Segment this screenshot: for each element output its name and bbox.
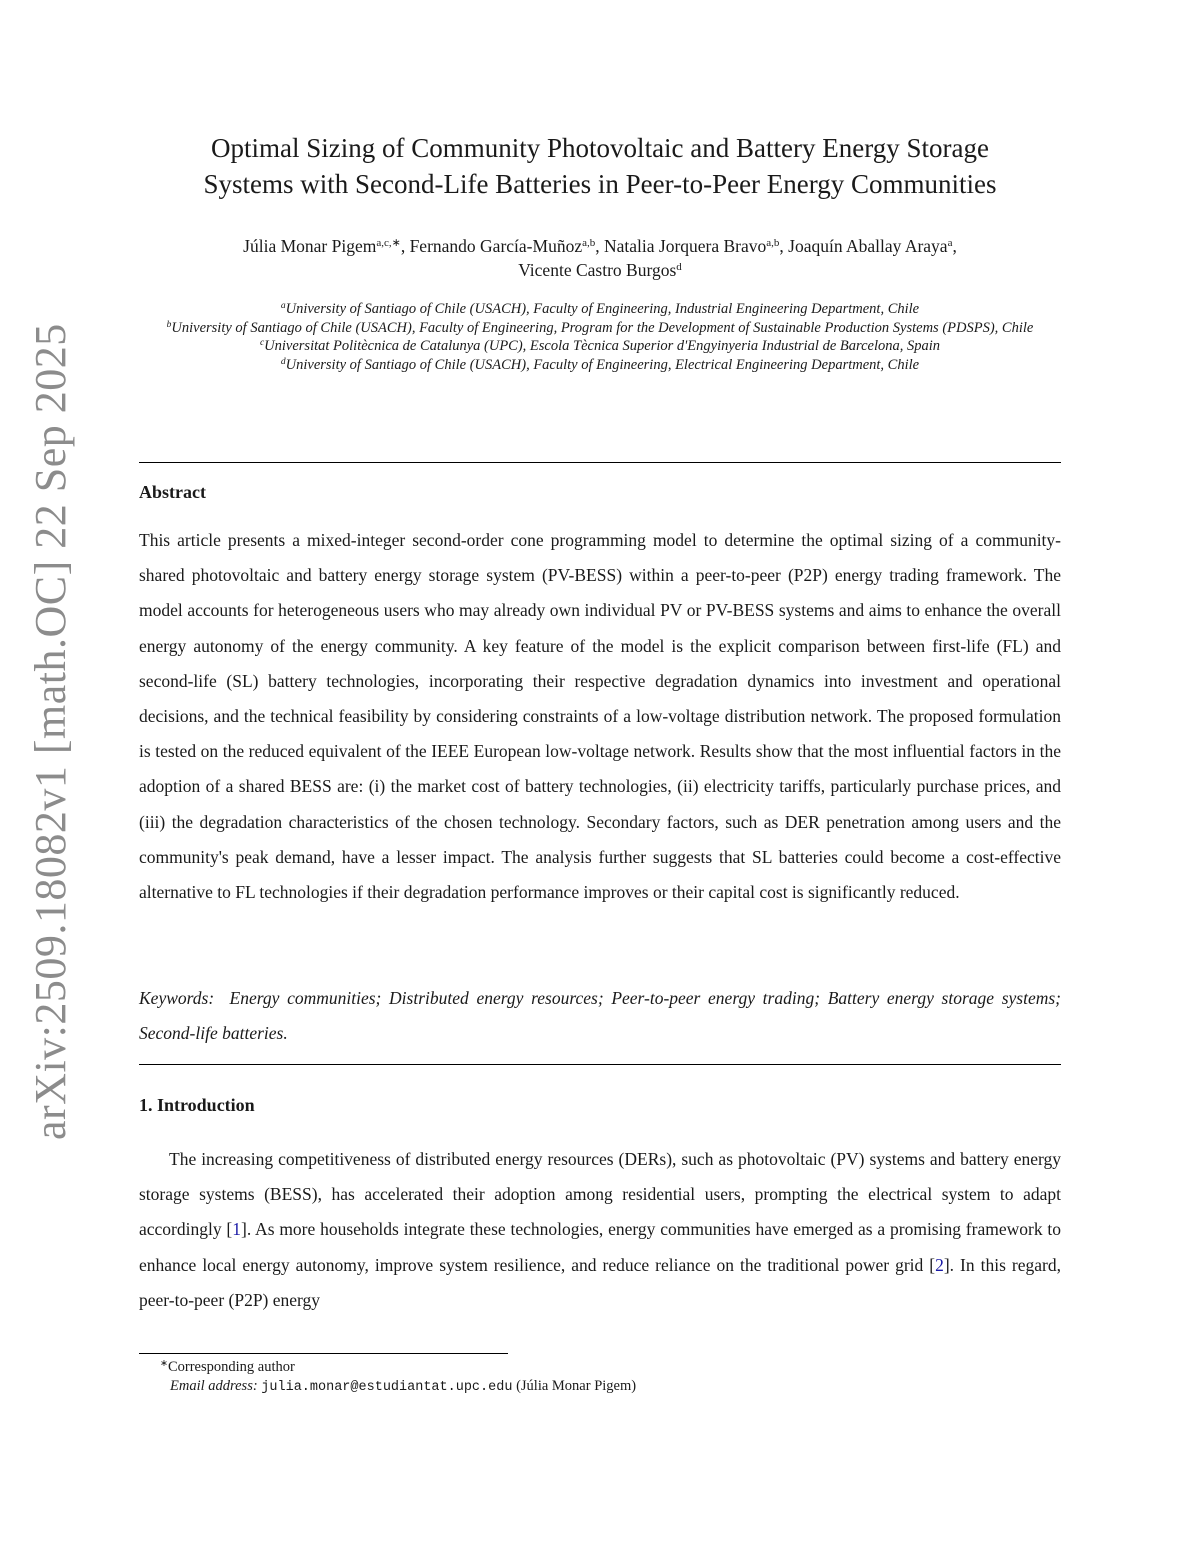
abstract-body: This article presents a mixed-integer second-order cone programming model to determine the optimal sizing of a community-shared photovoltaic and battery energy storage system (PV-BESS) within a peer-to-peer (P2P) energy trading framework. The model accounts for heterogeneous users who may already own individual PV or PV-BESS systems and aims to enhance the overall energy autonomy of the energy community. A key feature of the model is the explicit comparison between first-life (FL) and second-life (SL) battery technologies, incorporating their respective degradation dynamics into investment and operational decisions, and the technical feasibility by considering constraints of a low-voltage distribution network. The proposed formulation is tested on the reduced equivalent of the IEEE European low-voltage network. Results show that the most influential factors in the adoption of a shared BESS are: (i) the market cost of battery technologies, (ii) electricity tariffs, particularly purchase prices, and (iii) the degradation characteristics of the chosen technology. Secondary factors, such as DER penetration among users and the community's peak demand, have a lesser impact. The analysis further suggests that SL batteries could become a cost-effective alternative to FL technologies if their degradation performance improves or their capital cost is significantly reduced. (139, 530, 1061, 903)
footnote-rule (139, 1353, 508, 1354)
citation-link[interactable]: 1 (232, 1219, 241, 1240)
introduction-paragraph: The increasing competitiveness of distributed energy resources (DERs), such as photovoltaic (PV) systems and battery energy storage systems (BESS), has accelerated their adoption among residential users, prompting the electrical system to adapt accordingly [1]. As more households integrate these technologies, energy communities have emerged as a promising framework to enhance local energy autonomy, improve system resilience, and reduce reliance on the traditional power grid [2]. In this regard, peer-to-peer (P2P) energy (139, 1149, 1061, 1310)
author: Natalia Jorquera Bravo$^{a,b}$, (603, 236, 789, 256)
abstract-heading: Abstract (139, 482, 206, 502)
affiliation: $^c$Universitat Politècnica de Catalunya (UPC), Escola Tècnica Superior d'Engyinyeria Industrial de Barcelona, Spain (259, 338, 941, 354)
title-line-1: Optimal Sizing of Community Photovoltaic and Battery Energy Storage (211, 133, 989, 163)
footnote-email: Email address: julia.monar@estudiantat.upc.edu (Júlia Monar Pigem) (170, 1378, 637, 1395)
arxiv-side-stamp: arXiv:2509.18082v1 [math.OC] 22 Sep 2025 (26, 323, 75, 1140)
abstract-bottom-rule (139, 1064, 1061, 1065)
author: Júlia Monar Pigem$^{a,c,∗}$, (243, 236, 410, 256)
citation-link[interactable]: 2 (935, 1254, 944, 1275)
paper-title (140, 130, 1060, 202)
title-line-2: Systems with Second-Life Batteries in Peer-to-Peer Energy Communities (203, 169, 997, 199)
author-list (140, 234, 1060, 282)
author: Vicente Castro Burgos$^d$ (518, 260, 682, 280)
keywords-label: Keywords: (139, 988, 215, 1008)
author: Joaquín Aballay Araya$^a$, (788, 236, 957, 256)
affiliation: $^b$University of Santiago of Chile (USACH), Faculty of Engineering, Program for the Development of Sustainable Production Systems (PDSPS), Chile (166, 319, 1034, 336)
footnote-corresponding: ∗Corresponding author (160, 1359, 295, 1375)
keywords (139, 981, 1061, 1051)
abstract-top-rule (139, 462, 1061, 463)
author: Fernando García-Muñoz$^{a,b}$, (409, 236, 604, 256)
affiliation: $^a$University of Santiago of Chile (USACH), Faculty of Engineering, Industrial Engineering Department, Chile (280, 301, 920, 317)
keywords-text: Energy communities; Distributed energy resources; Peer-to-peer energy trading; Battery energy storage systems; Second-life batteries. (139, 988, 1061, 1044)
section-heading-introduction: 1. Introduction (139, 1095, 255, 1115)
affiliation: $^d$University of Santiago of Chile (USACH), Faculty of Engineering, Electrical Engineering Department, Chile (280, 356, 920, 373)
affiliation-list (130, 300, 1070, 374)
email-address[interactable]: julia.monar@estudiantat.upc.edu (261, 1380, 513, 1395)
footnote (160, 1358, 636, 1397)
